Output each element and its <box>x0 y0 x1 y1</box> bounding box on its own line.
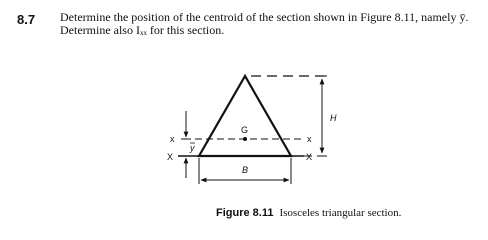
ybar-label: y <box>190 143 195 153</box>
centroid-marker <box>243 137 247 141</box>
figure-caption-label: Figure 8.11 <box>216 207 274 219</box>
triangle-section <box>199 76 291 156</box>
centroid-label: G <box>241 125 249 135</box>
figure-caption-text: Isosceles triangular section. <box>279 207 402 219</box>
problem-number: 8.7 <box>17 12 36 27</box>
X-axis-label-left: X <box>167 152 174 162</box>
problem-line-1: Determine the position of the centroid of the section shown in Figure 8.11, namely ȳ. <box>60 10 469 24</box>
figure-caption <box>216 207 401 219</box>
problem-line-2: Determine also Iₓₓ for this section. <box>60 23 225 37</box>
height-label: H <box>330 113 337 123</box>
X-axis-label-right: X <box>306 152 313 162</box>
base-label: B <box>242 165 249 175</box>
x-axis-label-right: x <box>307 134 312 144</box>
x-axis-label-left: x <box>170 134 175 144</box>
